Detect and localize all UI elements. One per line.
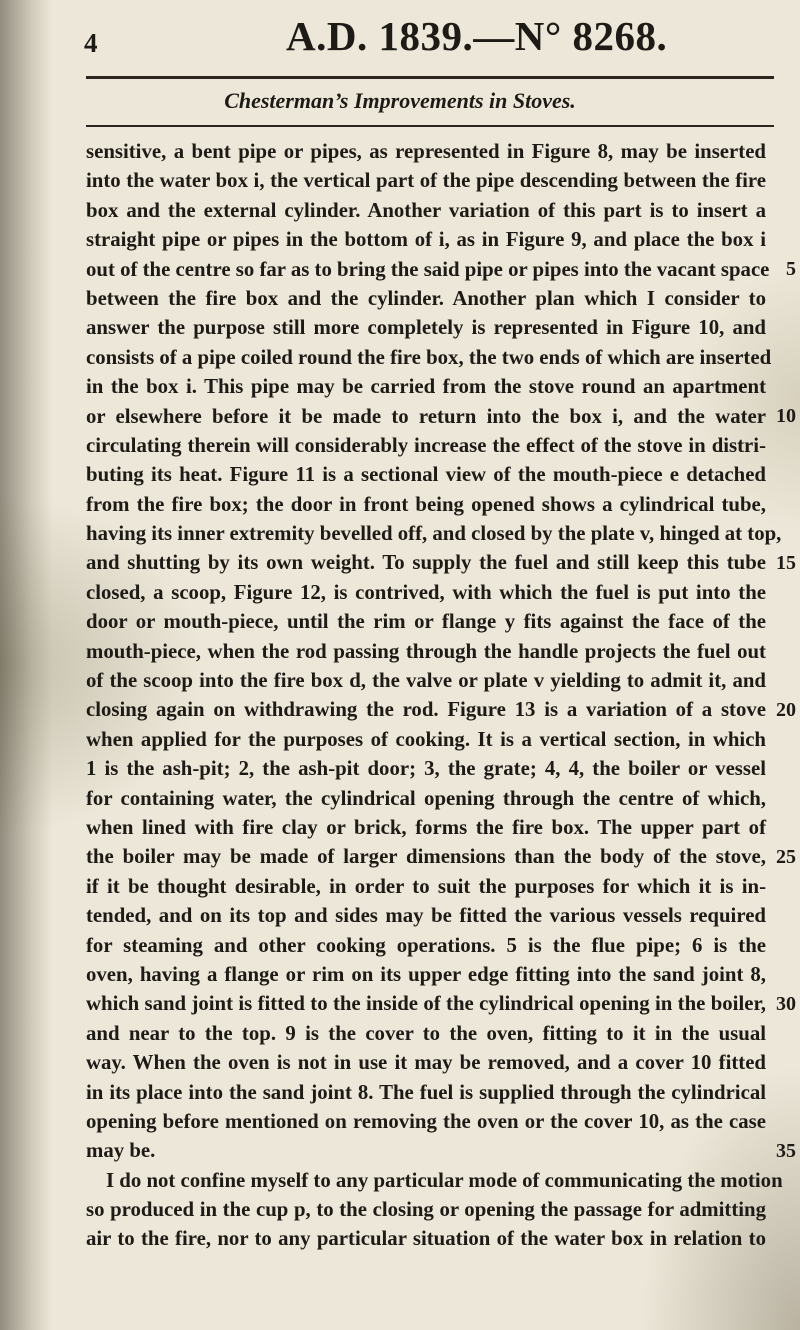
text-line: between the fire box and the cylinder. Another plan which I consider to <box>86 286 766 310</box>
text-line: box and the external cylinder. Another variation of this part is to insert a <box>86 198 766 222</box>
text-line: answer the purpose still more completely is represented in Figure 10, and <box>86 316 766 340</box>
running-head: Chesterman’s Improvements in Stoves. <box>224 88 576 113</box>
text-line: when lined with fire clay or brick, forms the fire box. The upper part of <box>86 815 766 839</box>
body-text <box>86 137 783 1254</box>
text-line: in the box i. This pipe may be carried from the stove round an apartment <box>86 375 766 399</box>
line-number: 35 <box>776 1139 796 1162</box>
text-line: may be. <box>86 1139 156 1163</box>
text-line: which sand joint is fitted to the inside of the cylindrical opening in the boiler, <box>86 992 766 1016</box>
text-line: buting its heat. Figure 11 is a sectional view of the mouth-piece e detached <box>86 463 766 487</box>
text-line: opening before mentioned on removing the oven or the cover 10, as the case <box>86 1109 766 1133</box>
text-line: or elsewhere before it be made to return into the box i, and the water <box>86 404 766 428</box>
text-line: tended, and on its top and sides may be fitted the various vessels required <box>86 904 766 928</box>
text-line: the boiler may be made of larger dimensions than the body of the stove, <box>86 845 766 869</box>
text-line: consists of a pipe coiled round the fire box, the two ends of which are inserted <box>86 345 772 369</box>
text-line: door or mouth-piece, until the rim or flange y fits against the face of the <box>86 610 766 634</box>
text-line: for containing water, the cylindrical opening through the centre of which, <box>86 786 766 810</box>
text-line: closed, a scoop, Figure 12, is contrived, with which the fuel is put into the <box>86 580 766 604</box>
text-line: circulating therein will considerably increase the effect of the stove in distri- <box>86 433 766 457</box>
text-line: mouth-piece, when the rod passing through the handle projects the fuel out <box>86 639 766 663</box>
text-line: 1 is the ash-pit; 2, the ash-pit door; 3, the grate; 4, 4, the boiler or vessel <box>86 757 766 781</box>
line-number: 10 <box>776 404 796 427</box>
text-line: when applied for the purposes of cooking. It is a vertical section, in which <box>86 727 766 751</box>
text-line: so produced in the cup p, to the closing or opening the passage for admitting <box>86 1198 766 1222</box>
line-number: 15 <box>776 551 796 574</box>
text-line: and near to the top. 9 is the cover to the oven, fitting to it in the usual <box>86 1021 766 1045</box>
line-number: 25 <box>776 845 796 868</box>
text-line: in its place into the sand joint 8. The fuel is supplied through the cylindrical <box>86 1080 766 1104</box>
page-title: A.D. 1839.—N° 8268. <box>286 13 668 59</box>
text-line: if it be thought desirable, in order to suit the purposes for which it is in- <box>86 874 766 898</box>
page-number: 4 <box>84 28 98 58</box>
text-line: having its inner extremity bevelled off, and closed by the plate v, hinged at top, <box>86 522 782 546</box>
text-line: sensitive, a bent pipe or pipes, as represented in Figure 8, may be inserted <box>86 140 766 163</box>
text-line: and shutting by its own weight. To supply the fuel and still keep this tube <box>86 551 766 575</box>
text-line: of the scoop into the fire box d, the valve or plate v yielding to admit it, and <box>86 669 766 693</box>
text-line: from the fire box; the door in front being opened shows a cylindrical tube, <box>86 492 766 516</box>
running-head-divider <box>86 125 774 127</box>
text-line: out of the centre so far as to bring the said pipe or pipes into the vacant space <box>86 257 770 281</box>
text-line: straight pipe or pipes in the bottom of i, as in Figure 9, and place the box i <box>86 228 766 252</box>
line-number: 30 <box>776 992 796 1015</box>
text-line: way. When the oven is not in use it may be removed, and a cover 10 fitted <box>86 1051 766 1075</box>
text-line: oven, having a flange or rim on its upper edge fitting into the sand joint 8, <box>86 962 766 986</box>
text-line: I do not confine myself to any particular mode of communicating the motion <box>106 1168 783 1192</box>
header-divider <box>86 76 774 79</box>
text-line: closing again on withdrawing the rod. Figure 13 is a variation of a stove <box>86 698 766 722</box>
line-number: 5 <box>786 257 796 280</box>
line-number: 20 <box>776 698 796 721</box>
text-line: air to the fire, nor to any particular situation of the water box in relation to <box>86 1227 766 1251</box>
page-edge-shadow <box>0 0 52 1330</box>
text-line: into the water box i, the vertical part of the pipe descending between the fire <box>86 169 766 193</box>
text-line: for steaming and other cooking operations. 5 is the flue pipe; 6 is the <box>86 933 766 957</box>
